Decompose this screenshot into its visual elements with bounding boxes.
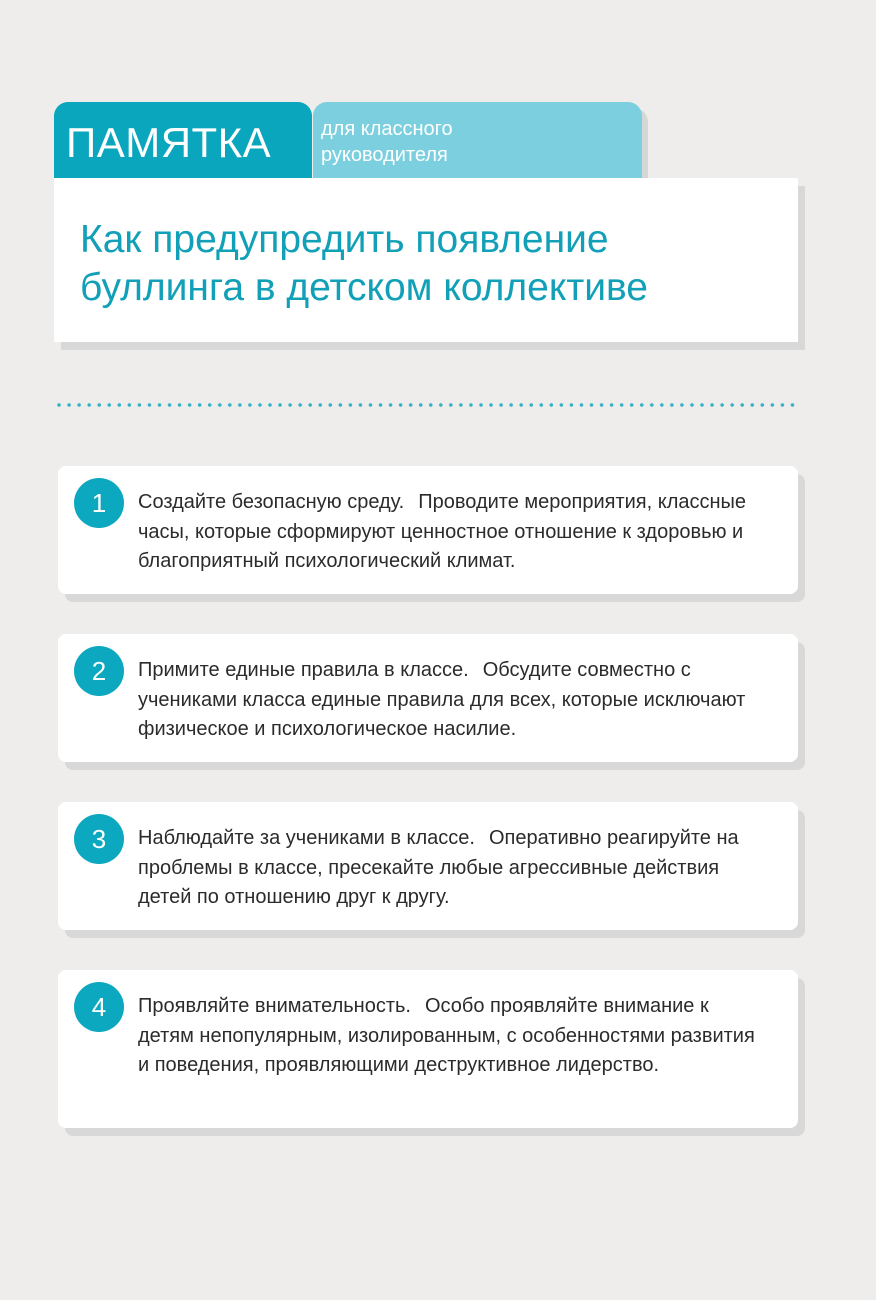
step-description: Оперативно реагируйте на проблемы в классе, пресекайте любые агрессивные действия детей по отношению друг к другу. <box>138 827 739 908</box>
step-text <box>138 992 768 1081</box>
step-number-badge: 4 <box>74 982 124 1032</box>
step-card-3 <box>58 802 798 930</box>
dotted-divider <box>54 403 798 407</box>
step-card-1 <box>58 466 798 594</box>
audience-tab-line-2: руководителя <box>321 144 448 166</box>
step-text <box>138 656 768 745</box>
memo-tab <box>54 102 312 182</box>
audience-tab <box>313 102 642 182</box>
step-heading: Проявляйте внимательность. <box>138 995 411 1017</box>
step-number-badge: 2 <box>74 646 124 696</box>
step-text <box>138 488 768 577</box>
step-number-badge: 1 <box>74 478 124 528</box>
step-heading: Наблюдайте за учениками в классе. <box>138 827 475 849</box>
step-card-2 <box>58 634 798 762</box>
step-description: Особо проявляйте внимание к детям непопулярным, изолированным, с особенностями развития и поведения, проявляющими деструктивное лидерство. <box>138 995 755 1076</box>
title-card <box>54 178 798 342</box>
memo-tab-label: ПАМЯТКА <box>66 119 272 166</box>
step-number-badge: 3 <box>74 814 124 864</box>
step-card-4 <box>58 970 798 1128</box>
step-description: Обсудите совместно с учениками класса единые правила для всех, которые исключают физическое и психологическое насилие. <box>138 659 746 740</box>
step-heading: Примите единые правила в классе. <box>138 659 469 681</box>
step-heading: Создайте безопасную среду. <box>138 491 405 513</box>
page-title: Как предупредить появление буллинга в детском коллективе <box>80 218 648 309</box>
audience-tab-line-1: для классного <box>321 118 453 140</box>
step-description: Проводите мероприятия, классные часы, которые сформируют ценностное отношение к здоровью и благоприятный психологический климат. <box>138 491 747 572</box>
step-text <box>138 824 768 913</box>
